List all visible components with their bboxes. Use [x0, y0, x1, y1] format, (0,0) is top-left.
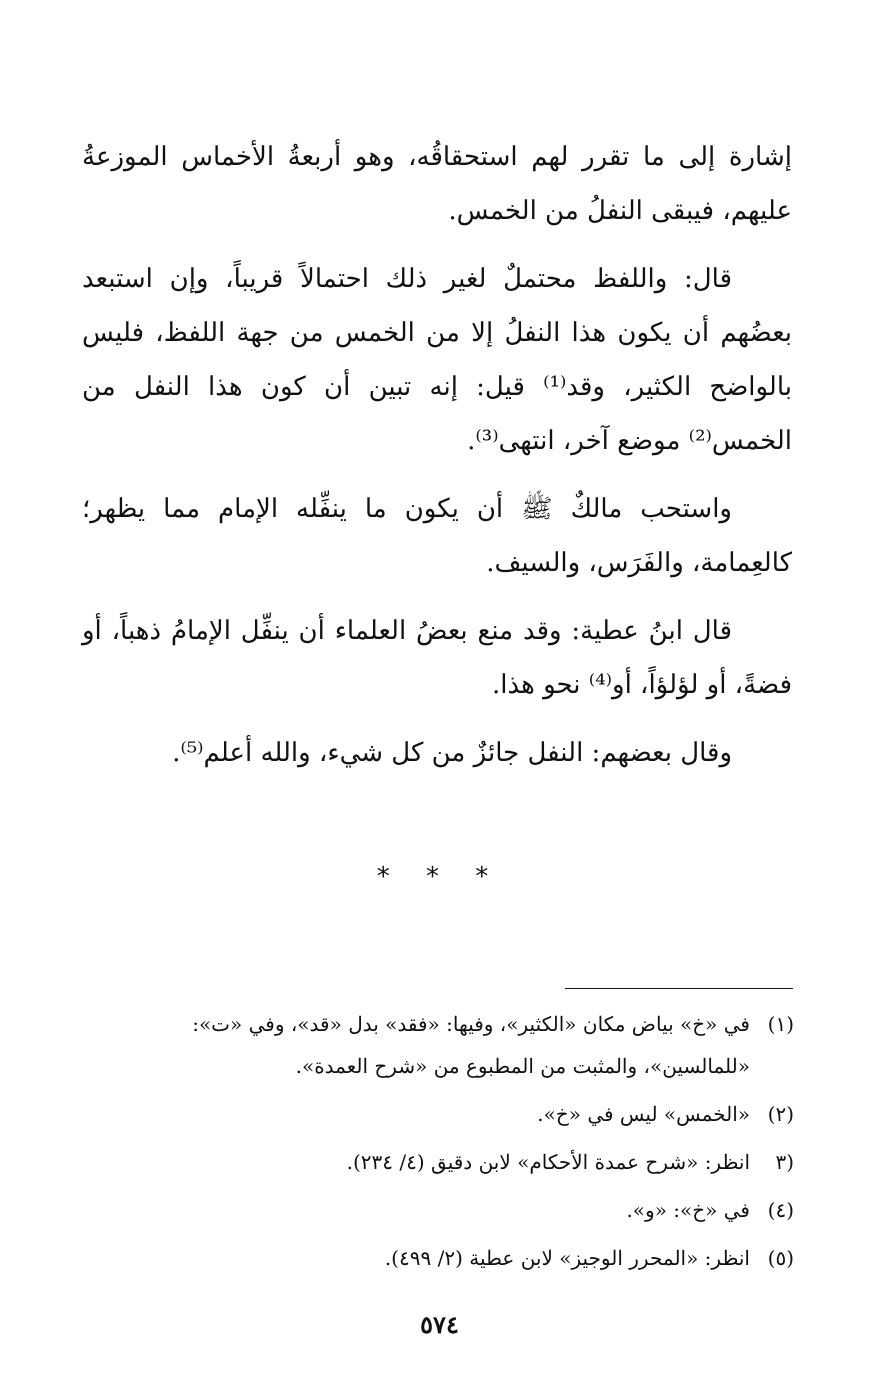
paragraph: إشارة إلى ما تقرر لهم استحقاقُه، وهو أربعةُ الأخماس الموزعةُ عليهم، فيبقى النفلُ من الخمس. — [82, 142, 792, 226]
footnote-text: انظر: «شرح عمدة الأحكام» لابن دقيق (٤/ ٢٣٤). — [346, 1150, 750, 1174]
footnote — [82, 1093, 794, 1135]
footnote-number: (٤) — [767, 1198, 794, 1222]
paragraph: واستحب مالكٌ ﷺ أن يكون ما ينفِّله الإمام مما يظهر؛ كالعِمامة، والفَرَس، والسيف. — [82, 494, 792, 578]
footnote-text: انظر: «المحرر الوجيز» لابن عطية (٢/ ٤٩٩). — [384, 1246, 750, 1270]
footnote — [82, 1237, 794, 1279]
page-number: ٥٧٤ — [420, 1310, 459, 1339]
paragraph: وقال بعضهم: النفل جائزٌ من كل شيء، والله أعلم⁽⁵⁾. — [172, 738, 732, 768]
footnote-text: في «خ»: «و». — [626, 1198, 750, 1222]
footnote — [82, 1189, 794, 1231]
main-text — [82, 130, 792, 794]
footnote-text: في «خ» بياض مكان «الكثير»، وفيها: «فقد» بدل «قد»، وفي «ت»: «للمالسين»، والمثبت من المطبوع من «شرح العمدة». — [192, 1012, 750, 1078]
footnote-text: «الخمس» ليس في «خ». — [537, 1102, 750, 1126]
paragraph: قال: واللفظ محتملٌ لغير ذلك احتمالاً قريباً، وإن استبعد بعضُهم أن يكون هذا النفلُ إلا من الخمس من جهة اللفظ، فليس بالواضح الكثير، وقد⁽¹⁾ قيل: إنه تبين أن كون هذا النفل من الخمس⁽²⁾ موضع آخر، انتهى⁽³⁾. — [82, 264, 793, 456]
footnote-number: (١) — [767, 1012, 794, 1036]
footnotes — [82, 1003, 794, 1285]
footnote-number: (٥) — [767, 1246, 794, 1270]
footnote — [82, 1141, 794, 1183]
paragraph: قال ابنُ عطية: وقد منع بعضُ العلماء أن ينفِّل الإمامُ ذهباً، أو فضةً، أو لؤلؤاً، أو⁽⁴⁾ نحو هذا. — [82, 616, 792, 700]
section-separator: * * * — [376, 862, 503, 892]
footnote-divider — [565, 988, 793, 989]
footnote-number: (٢) — [767, 1102, 794, 1126]
footnote-number: (٣ — [775, 1150, 794, 1174]
footnote — [82, 1003, 794, 1087]
